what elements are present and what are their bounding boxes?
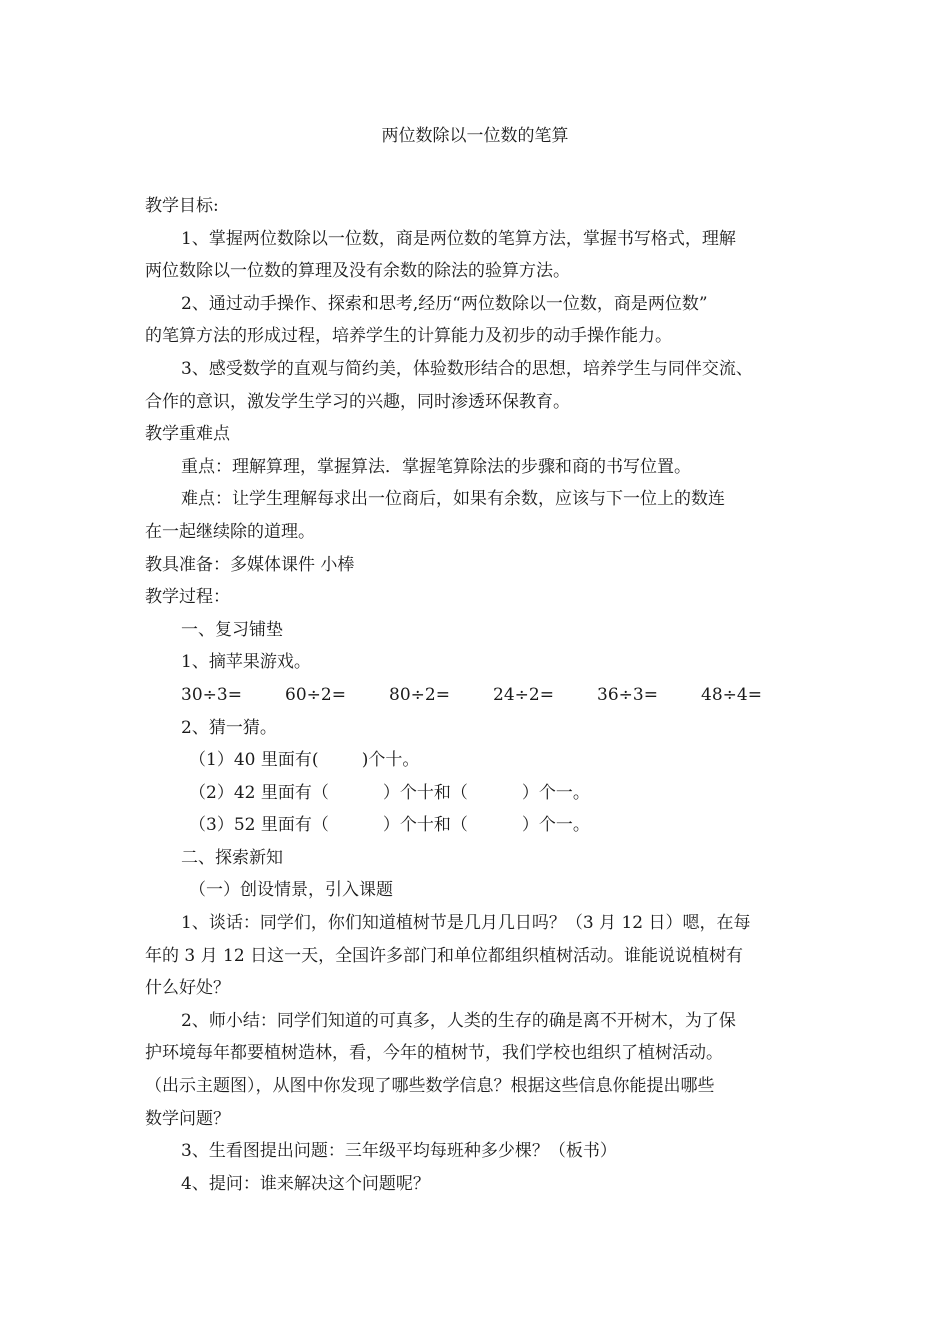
paragraph-line: 合作的意识，激发学生学习的兴趣，同时渗透环保教育。 [145, 391, 570, 412]
calculation-item: 60÷2= [285, 684, 346, 705]
section-heading-materials: 教具准备：多媒体课件 小棒 [145, 554, 355, 575]
calculation-item: 30÷3= [181, 684, 242, 705]
paragraph-line: 2、通过动手操作、探索和思考,经历“两位数除以一位数，商是两位数” [181, 293, 708, 314]
fill-blank-line: （3）52 里面有（ ）个十和（ ）个一。 [189, 815, 590, 836]
paragraph-line: 1、掌握两位数除以一位数，商是两位数的笔算方法，掌握书写格式，理解 [181, 228, 736, 249]
calculation-item: 48÷4= [701, 684, 762, 705]
calculation-item: 36÷3= [597, 684, 658, 705]
subsection-heading: 二、探索新知 [181, 847, 283, 868]
paragraph-line: 难点：让学生理解每求出一位商后，如果有余数，应该与下一位上的数连 [181, 489, 725, 510]
section-heading-goals: 教学目标: [145, 196, 219, 216]
paragraph-line: 3、生看图提出问题：三年级平均每班种多少棵？（板书） [181, 1141, 617, 1162]
document-title: 两位数除以一位数的笔算 [381, 126, 569, 146]
paragraph-line: 2、师小结：同学们知道的可真多，人类的生存的确是离不开树木，为了保 [181, 1010, 736, 1031]
paragraph-line: 数学问题？ [145, 1108, 230, 1129]
paragraph-line: 两位数除以一位数的算理及没有余数的除法的验算方法。 [145, 261, 570, 282]
calculation-item: 24÷2= [493, 684, 554, 705]
paragraph-line: 的笔算方法的形成过程，培养学生的计算能力及初步的动手操作能力。 [145, 326, 672, 347]
section-heading-process: 教学过程： [145, 587, 230, 608]
calculation-item: 80÷2= [389, 684, 450, 705]
section-heading-keypoints: 教学重难点 [145, 424, 230, 445]
paragraph-line: 在一起继续除的道理。 [145, 521, 315, 542]
paragraph-line: 1、谈话：同学们，你们知道植树节是几月几日吗？（3 月 12 日）嗯，在每 [181, 913, 751, 934]
document-body [145, 190, 825, 1200]
paragraph-line: 护环境每年都要植树造林，看，今年的植树节，我们学校也组织了植树活动。 [145, 1043, 723, 1064]
paragraph-line: 什么好处？ [145, 978, 230, 999]
paragraph-line: 重点：理解算理，掌握算法．掌握笔算除法的步骤和商的书写位置。 [181, 456, 691, 477]
paragraph-line: （出示主题图），从图中你发现了哪些数学信息？根据这些信息你能提出哪些 [145, 1076, 715, 1097]
subsection-heading: （一）创设情景，引入课题 [189, 880, 393, 901]
paragraph-line: 年的 3 月 12 日这一天，全国许多部门和单位都组织植树活动。谁能说说植树有 [145, 945, 744, 966]
fill-blank-line: （1）40 里面有( )个十。 [189, 750, 420, 771]
fill-blank-line: （2）42 里面有（ ）个十和（ ）个一。 [189, 782, 590, 803]
paragraph-line: 4、提问：谁来解决这个问题呢？ [181, 1173, 430, 1194]
paragraph-line: 3、感受数学的直观与简约美，体验数形结合的思想，培养学生与同伴交流、 [181, 358, 753, 379]
paragraph-line: 2、猜一猜。 [181, 717, 277, 738]
calculation-row [181, 679, 825, 712]
subsection-heading: 一、复习铺垫 [181, 619, 283, 640]
paragraph-line: 1、摘苹果游戏。 [181, 652, 311, 673]
